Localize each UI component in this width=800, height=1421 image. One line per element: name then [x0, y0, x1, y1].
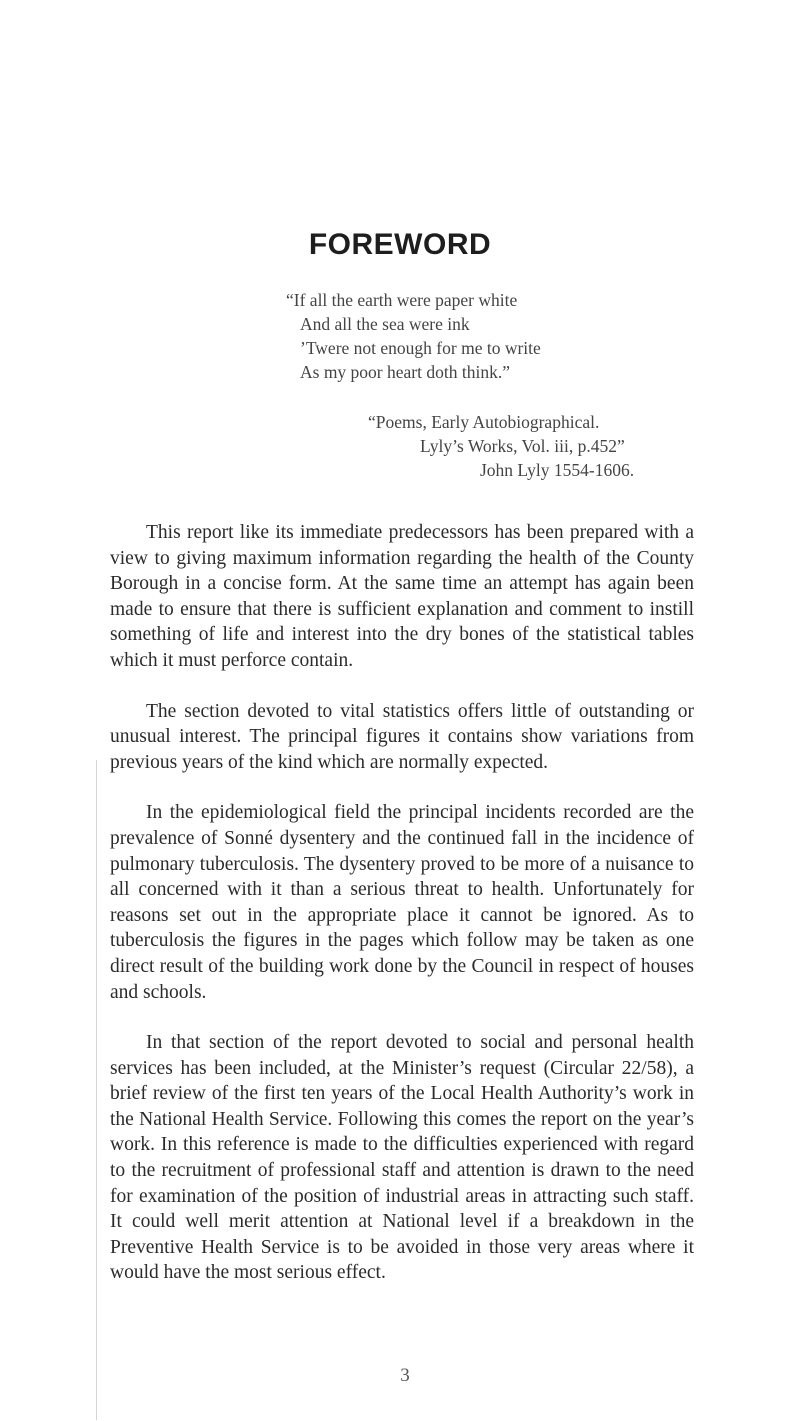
body-paragraph: In the epidemiological field the principal incidents recorded are the prevalence of Sonné dysentery and the continued fall in the incidence of pulmonary tuberculosis. The dysentery proved to be more of a nuisance to all concerned with it than a serious threat to health. Unfortunately for reasons set out in the appropriate place it cannot be ignored. As to tuberculosis the figures in the pages which follow may be taken as one direct result of the building work done by the Council in respect of houses and schools. [110, 802, 694, 1003]
epigraph-line: As my poor heart doth think.” [300, 362, 510, 382]
attribution-line: “Poems, Early Autobiographical. [368, 412, 600, 432]
foreword-body [110, 520, 694, 1311]
attribution-line: John Lyly 1554-1606. [480, 460, 635, 480]
attribution-line: Lyly’s Works, Vol. iii, p.452” [420, 436, 625, 456]
epigraph-verse [286, 288, 541, 384]
body-paragraph: This report like its immediate predecessors has been prepared with a view to giving maximum information regarding the health of the County Borough in a concise form. At the same time an attempt has again been made to ensure that there is sufficient explanation and comment to instill something of life and interest into the dry bones of the statistical tables which it must perforce contain. [110, 522, 694, 671]
epigraph-line: “If all the earth were paper white [286, 290, 518, 310]
page-heading: FOREWORD [308, 228, 492, 261]
body-paragraph: In that section of the report devoted to social and personal health services has been included, at the Minister’s request (Circular 22/58), a brief review of the first ten years of the Local Health Authority’s work in the National Health Service. Following this comes the report on the year’s work. In this reference is made to the difficulties experienced with regard to the recruitment of professional staff and attention is drawn to the need for examination of the position of industrial areas in attracting such staff. It could well merit attention at National level if a breakdown in the Preventive Health Service is to be avoided in those very areas where it would have the most serious effect. [110, 1032, 694, 1284]
epigraph-attribution [354, 410, 694, 482]
epigraph-line: ’Twere not enough for me to write [300, 338, 541, 358]
epigraph-line: And all the sea were ink [300, 314, 470, 334]
body-paragraph: The section devoted to vital statistics offers little of outstanding or unusual interest. The principal figures it contains show variations from previous years of the kind which are normally expected. [110, 700, 694, 773]
scan-margin-line [96, 760, 97, 1420]
page-number: 3 [400, 1365, 410, 1386]
